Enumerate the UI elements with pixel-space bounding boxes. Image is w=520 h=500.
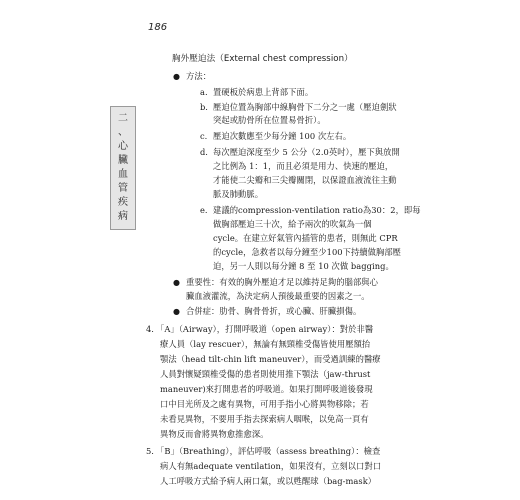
side-tab-char: 疾 [118,197,128,208]
step-marker: e. [200,205,208,215]
step-line: 壓迫次數應至少每分鐘 100 次左右。 [213,131,352,141]
method-label: 方法： [186,71,212,81]
side-tab-char: 病 [118,211,128,222]
step-marker: d. [200,147,208,157]
side-tab-char: 管 [118,183,128,194]
complications-line: 合併症：肋骨、胸骨骨折，或心臟、肝臟損傷。 [186,306,362,316]
airway-line: 顎法（head tilt-chin lift maneuver），而受過訓練的醫療 [160,354,381,364]
step-line: cycle。在建立好氣管內插管的患者，則無此 CPR [213,233,398,243]
breathing-line: 「B」（Breathing），評估呼吸（assess breathing）：檢查 [156,446,381,456]
step-line: 脈及肺動脈。 [213,189,264,199]
side-tab-char: 血 [118,169,128,180]
side-tab-char: 臟 [118,155,128,166]
airway-line: 人員對懷疑頸椎受傷的患者則使用推下顎法（jaw-thrust [160,369,371,379]
section-title: 胸外壓迫法（External chest compression） [172,54,353,64]
step-line: 之比例為 1：1，而且必須是用力、快速的壓迫， [213,161,394,171]
importance-line: 臟血液灌流，為決定病人預後最重要的因素之一。 [186,291,370,301]
importance-line: 重要性：有效的胸外壓迫才足以維持足夠的腦部與心 [186,277,378,287]
step-line: 的cycle，急救者以每分鐘至少100下持續做胸部壓 [213,247,402,257]
airway-line: 「A」（Airway），打開呼吸道（open airway）：對於非醫 [156,324,374,334]
step-line: 突起或肋骨所在位置易骨折）。 [213,115,326,125]
item-marker: 4. [146,324,154,334]
breathing-line: 病人有無adequate ventilation，如果沒有，立刻以口對口 [160,461,382,471]
breathing-line: 人工呼吸方式給予病人兩口氣，或以甦醒球（bag-mask） [160,476,377,486]
side-tab-char: 、 [118,127,128,138]
step-marker: b. [200,102,208,112]
step-line: 壓迫位置為胸部中線胸骨下二分之一處（壓迫劍狀 [213,102,397,112]
side-tab-char: 心 [118,141,128,152]
bullet-icon: ● [173,278,180,287]
airway-line: 口中目光所及之處有異物，可用手指小心將異物移除；若 [160,399,369,409]
step-line: 才能使二尖瓣和三尖瓣關閉，以保證血液流往主動 [213,175,397,185]
airway-line: 未看見異物，不要用手指去探索病人咽喉，以免高一頁有 [160,414,369,424]
airway-line: maneuver)來打開患者的呼吸道。如果打開呼吸道後發現 [160,384,373,394]
step-line: 每次壓迫深度至少 5 公分（2.0英吋），壓下與放開 [213,147,400,157]
bullet-icon: ● [173,307,180,316]
step-line: 置硬板於病患上背部下面。 [213,87,314,97]
airway-line: 療人員（lay rescuer），無論有無頸椎受傷皆使用壓額抬 [160,339,371,349]
page-number: 186 [148,22,168,33]
item-marker: 5. [146,446,154,456]
side-tab-char: 二 [118,113,128,124]
step-line: 做胸部壓迫三十次，給予兩次的吹氣為一個 [213,219,372,229]
step-marker: c. [200,131,208,141]
step-marker: a. [200,87,208,97]
bullet-icon: ● [173,72,180,81]
step-line: 迫，另一人則以每分鐘 8 至 10 次做 bagging。 [213,261,394,271]
side-tab [110,106,136,230]
step-line: 建議的compression-ventilation ratio為30：2，即每 [213,205,421,215]
airway-line: 異物反而會將異物愈推愈深。 [160,429,269,439]
